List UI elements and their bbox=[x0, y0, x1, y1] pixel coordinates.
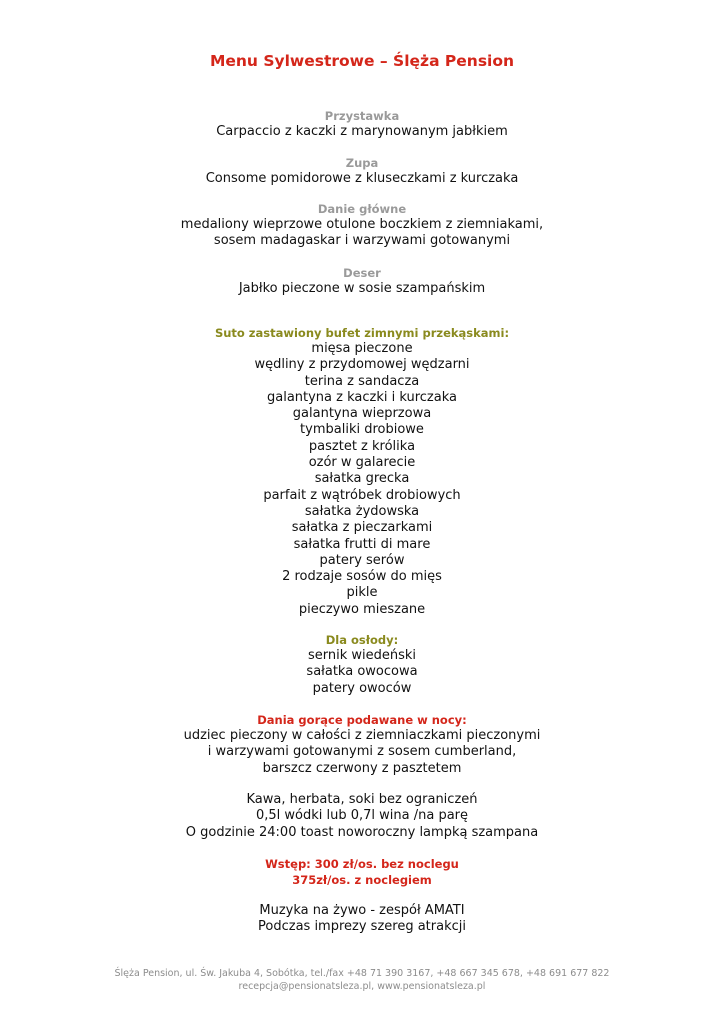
buffet-item: terina z sandacza bbox=[304, 373, 420, 389]
buffet-item: sałatka z pieczarkami bbox=[291, 520, 433, 536]
course-line: Jabłko pieczone w sosie szampańskim bbox=[238, 281, 486, 296]
price-without-lodging: Wstęp: 300 zł/os. bez noclegu bbox=[265, 857, 459, 871]
buffet-item: sałatka żydowska bbox=[304, 503, 420, 519]
sweets-heading: Dla osłody: bbox=[325, 633, 399, 647]
course-main bbox=[0, 201, 724, 250]
page-footer bbox=[0, 968, 724, 993]
buffet-item: galantyna wieprzowa bbox=[292, 406, 432, 422]
hot-dishes-section bbox=[0, 712, 724, 777]
extras-line: Podczas imprezy szereg atrakcji bbox=[258, 919, 466, 935]
course-line: Consome pomidorowe z kluseczkami z kurczaka bbox=[205, 171, 519, 186]
buffet-item: galantyna z kaczki i kurczaka bbox=[266, 389, 457, 405]
footer-address: Ślęża Pension, ul. Św. Jakuba 4, Sobótka, tel./fax +48 71 390 3167, +48 667 345 678, +48 691 677 822 bbox=[114, 968, 610, 979]
buffet-item: parfait z wątróbek drobiowych bbox=[263, 487, 461, 503]
course-appetizer bbox=[0, 108, 724, 140]
course-line: Carpaccio z kaczki z marynowanym jabłkiem bbox=[216, 124, 508, 139]
buffet-item: pieczywo mieszane bbox=[298, 601, 426, 617]
drinks-section bbox=[0, 792, 724, 841]
sweets-item: sałatka owocowa bbox=[306, 664, 418, 680]
footer-contact: recepcja@pensionatsleza.pl, www.pensionatsleza.pl bbox=[238, 980, 486, 992]
buffet-item: ozór w galarecie bbox=[308, 455, 416, 471]
buffet-heading: Suto zastawiony bufet zimnymi przekąskami: bbox=[214, 326, 510, 340]
drinks-line: Kawa, herbata, soki bez ograniczeń bbox=[246, 792, 478, 807]
buffet-item: patery serów bbox=[319, 552, 405, 568]
extras-line: Muzyka na żywo - zespół AMATI bbox=[259, 903, 465, 918]
buffet-item: pasztet z królika bbox=[308, 438, 416, 454]
buffet-item: tymbaliki drobiowe bbox=[300, 422, 424, 438]
course-line: sosem madagaskar i warzywami gotowanymi bbox=[213, 233, 511, 249]
buffet-item: mięsa pieczone bbox=[311, 341, 413, 356]
course-line: medaliony wieprzowe otulone boczkiem z ziemniakami, bbox=[180, 217, 544, 232]
buffet-item: pikle bbox=[346, 585, 378, 601]
hot-dishes-heading: Dania gorące podawane w nocy: bbox=[257, 713, 467, 727]
sweets-section bbox=[0, 632, 724, 697]
page-title: Menu Sylwestrowe – Ślęża Pension bbox=[209, 52, 515, 70]
course-heading: Zupa bbox=[345, 156, 379, 170]
buffet-item: wędliny z przydomowej wędzarni bbox=[254, 357, 470, 373]
course-soup bbox=[0, 155, 724, 187]
course-heading: Przystawka bbox=[324, 109, 400, 123]
price-section bbox=[0, 856, 724, 888]
drinks-line: O godzinie 24:00 toast noworoczny lampką szampana bbox=[185, 824, 539, 840]
buffet-item: sałatka grecka bbox=[314, 471, 410, 487]
price-with-lodging: 375zł/os. z noclegiem bbox=[292, 873, 432, 887]
sweets-item: sernik wiedeński bbox=[307, 648, 417, 663]
course-dessert bbox=[0, 265, 724, 297]
buffet-item: sałatka frutti di mare bbox=[293, 536, 431, 552]
buffet-item: 2 rodzaje sosów do mięs bbox=[282, 569, 442, 585]
sweets-item: patery owoców bbox=[312, 680, 412, 696]
extras-section bbox=[0, 903, 724, 936]
hot-dish-line: barszcz czerwony z pasztetem bbox=[262, 760, 462, 776]
hot-dish-line: i warzywami gotowanymi z sosem cumberland, bbox=[207, 744, 517, 760]
buffet-section bbox=[0, 325, 724, 618]
course-heading: Deser bbox=[343, 266, 381, 280]
drinks-line: 0,5l wódki lub 0,7l wina /na parę bbox=[255, 808, 469, 824]
course-heading: Danie główne bbox=[317, 202, 407, 216]
hot-dish-line: udziec pieczony w całości z ziemniaczkami pieczonymi bbox=[183, 728, 541, 743]
